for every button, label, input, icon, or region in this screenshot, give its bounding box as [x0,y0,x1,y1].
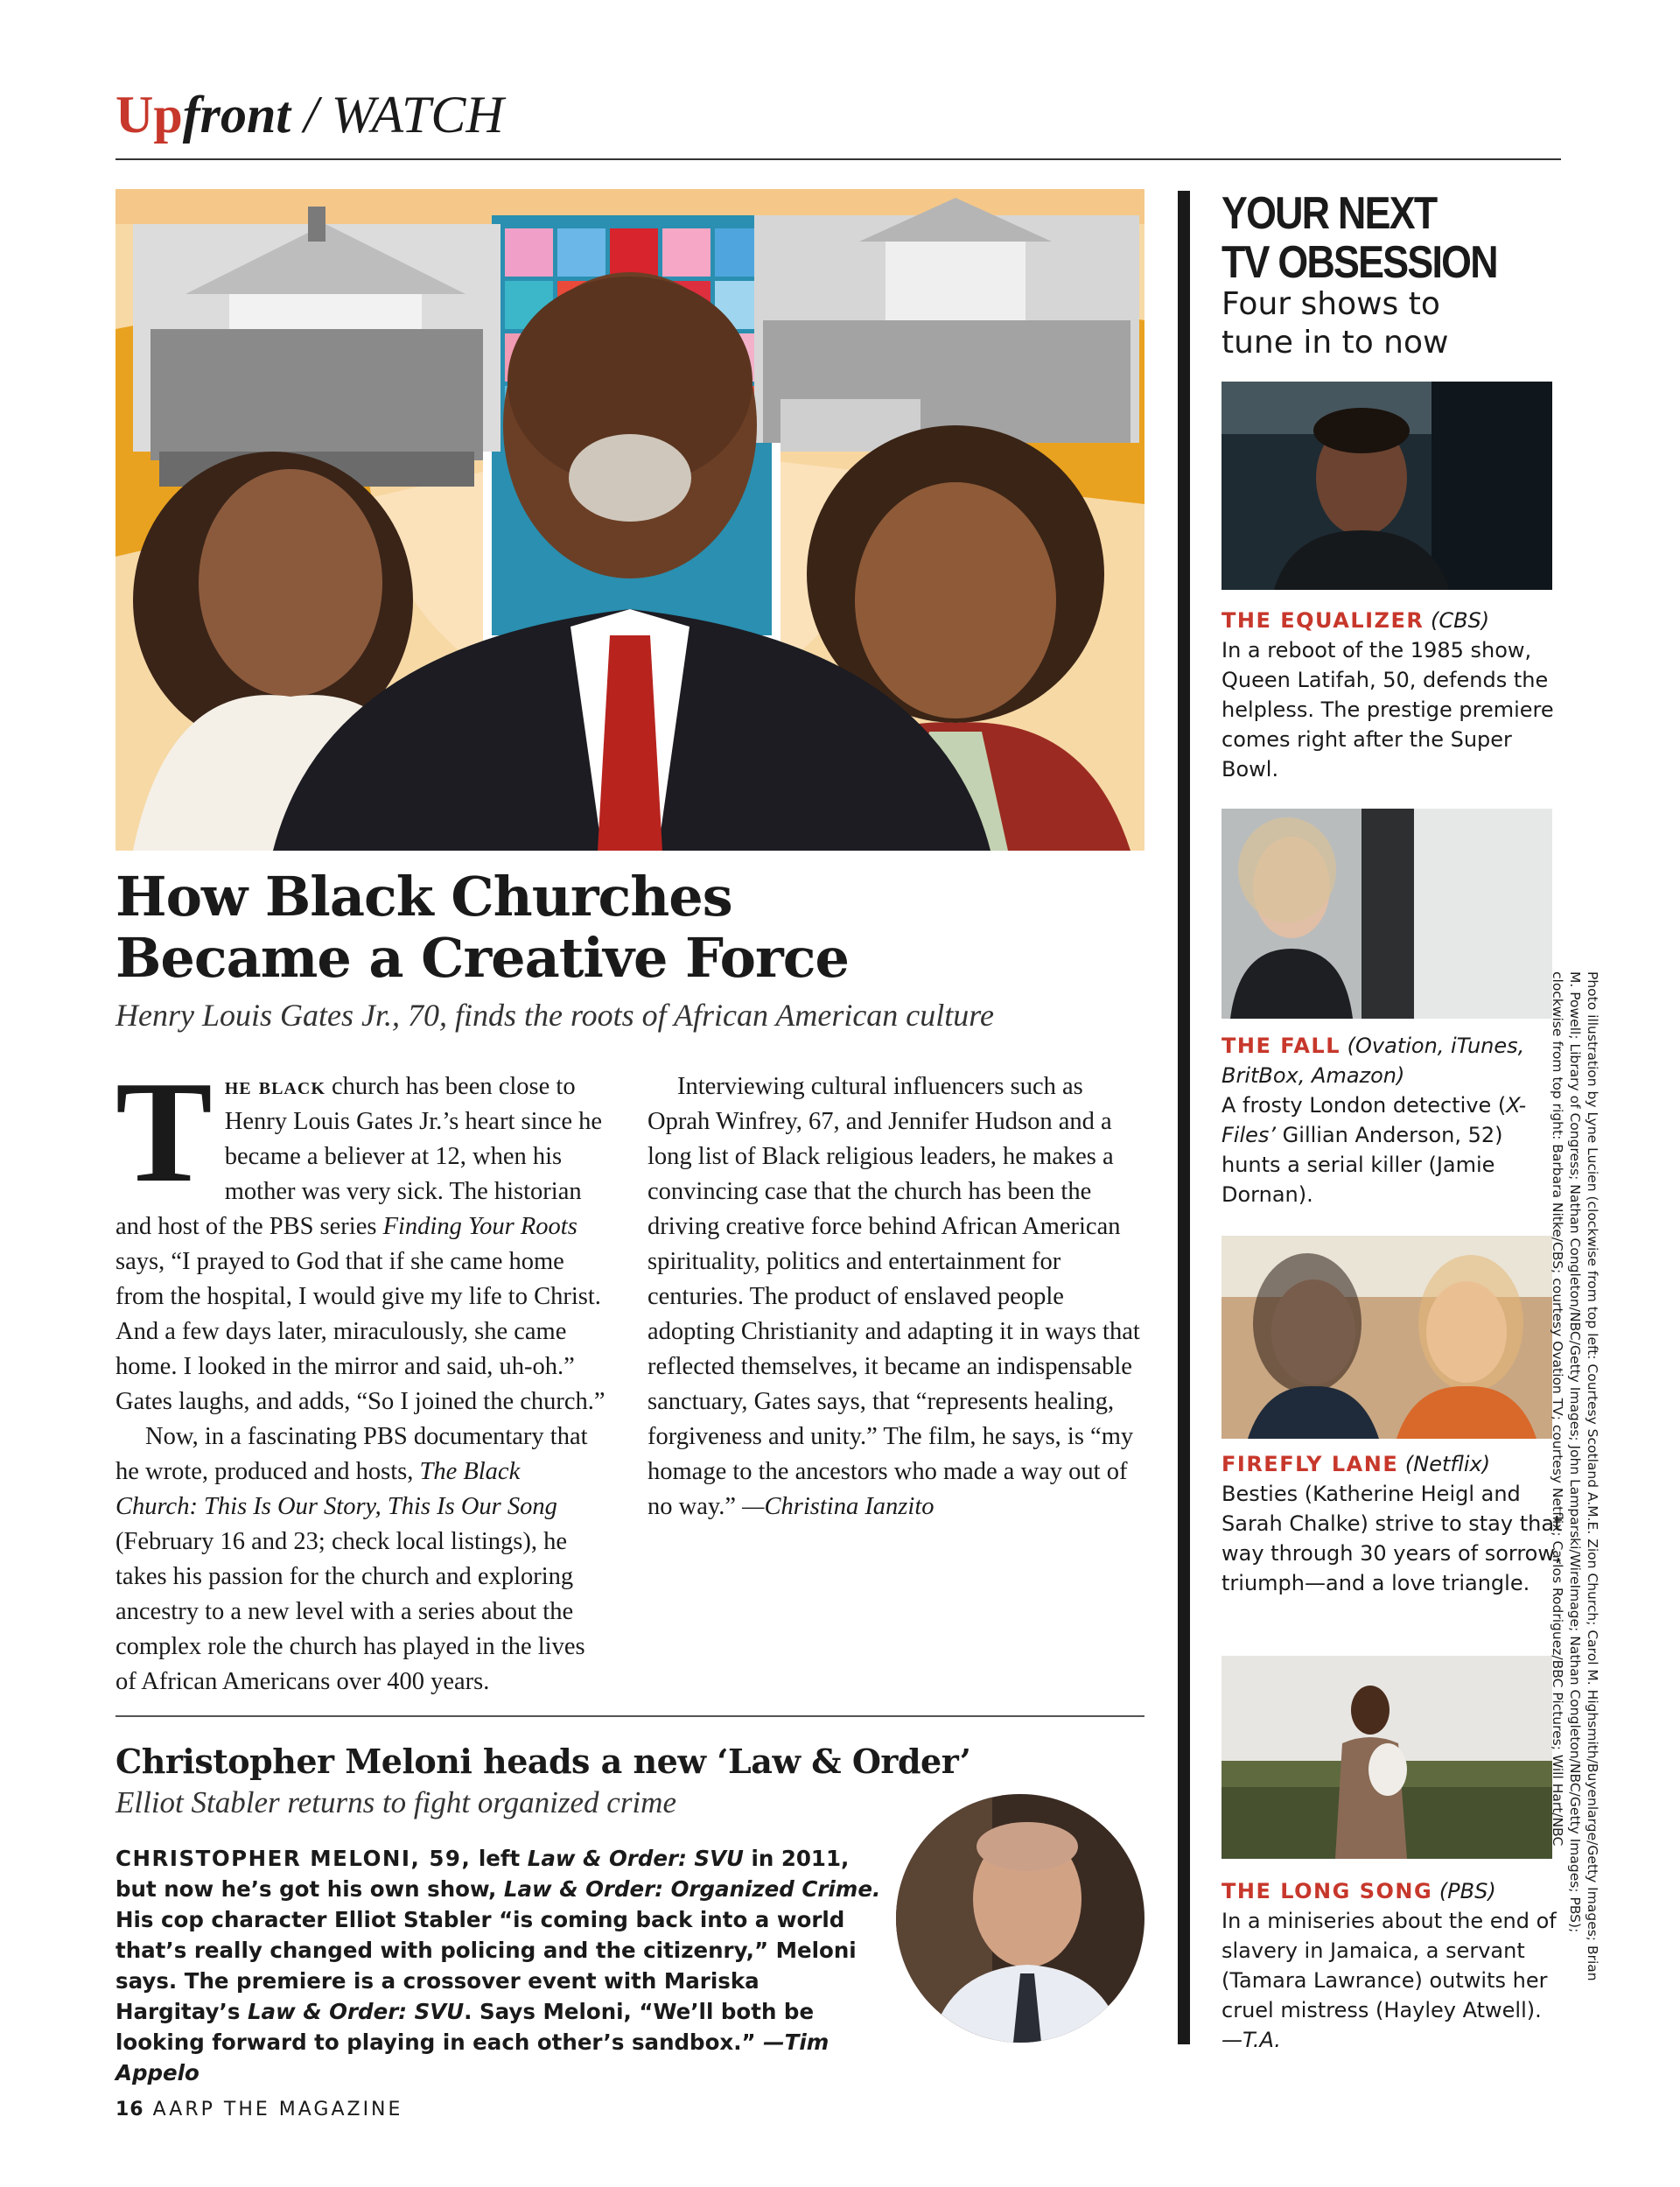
show-description: In a reboot of the 1985 show, Queen Latifah, 50, defends the helpless. The prestige premiere comes right after the Super Bowl. [1222,638,1554,782]
show-item-equalizer [1222,606,1563,784]
page-footer [116,2099,402,2120]
church-photo-right [754,198,1139,452]
film-title: The Black Church: This Is Our Story, This Is Our Song [116,1458,557,1520]
photo-credits: Photo illustration by Lyne Lucien (clockwise from top left: Courtesy Scotland A.M.E. Zion Church; Carol M. Highsmith/Buyenlarge/Getty Images; Brian M. Powell; Library of Congress; Nathan Congleton/NBC/Getty Images; John Lamparski/WireImage; Nathan Congleton/NBC/Getty Images; PBS); clockwise from top right: Barbara Nitke/CBS; courtesy Ovation TV; courtesy Netflix; Carlos Rodriguez/BBC Pictures; Will Hart/NBC [1550,971,1600,1981]
sidebar-subtitle [1222,285,1563,362]
show-title: THE LONG SONG [1222,1879,1433,1903]
show-title: Law & Order: SVU [527,1846,744,1871]
meloni-headline: Christopher Meloni heads a new ‘Law & Order’ [116,1742,971,1781]
article-byline: —Christina Ianzito [742,1493,934,1520]
paragraph-text: says, “I prayed to God that if she came home from the hospital, I would give my life to Christ. And a few days later, miraculously, she came home. I looked in the mirror and said, uh-oh.” Gates laughs, and adds, “So I joined the church.” [116,1248,606,1415]
the-fall-image [1222,809,1552,1019]
headline-line-2: Became a Creative Force [116,926,849,990]
show-byline: —T.A. [1222,2028,1281,2052]
brand-up: Up [116,86,183,144]
section-header [116,84,504,145]
header-rule [116,158,1561,160]
show-network: (CBS) [1430,608,1490,633]
meloni-portrait [896,1794,1144,2043]
page-number: 16 [116,2099,144,2120]
meloni-text: His cop character Elliot Stabler “is coming back into a world that’s really changed with policing and the citizenry,” Meloni says. The premiere is a crossover event with Mariska Hargitay’s [116,1907,857,2024]
paragraph-text: church has been close to Henry Louis Gates Jr.’s heart since he became a believer at 12, when his mother was very sick. The historian and host of the PBS series [116,1073,603,1240]
firefly-lane-image [1222,1236,1552,1439]
collage-image [116,189,1144,851]
show-description: Besties (Katherine Heigl and Sarah Chalke) strive to stay that way through 30 years of sorrow, triumph—and a love triangle. [1222,1482,1563,1595]
show-title: THE FALL [1222,1034,1341,1058]
show-title: Law & Order: SVU [247,1999,465,2024]
show-title: Law & Order: Organized Crime. [503,1876,881,1902]
article-headline [116,866,1144,989]
paragraph-text: Now, in a fascinating PBS documentary that he wrote, produced and hosts, [116,1423,588,1485]
equalizer-image [1222,382,1552,590]
drop-cap: T [116,1051,213,1212]
show-description: In a miniseries about the end of slavery in Jamaica, a servant (Tamara Lawrance) outwits her cruel mistress (Hayley Atwell). [1222,1909,1557,2022]
the-long-song-image [1222,1656,1552,1859]
church-photo-left [133,207,500,487]
headline-line-1: How Black Churches [116,865,732,929]
meloni-body [116,1843,886,2088]
show-description: Gillian Anderson, 52) hunts a serial killer (Jamie Dornan). [1222,1123,1503,1207]
brand-front: front [182,86,291,144]
meloni-byline: —Tim Appelo [116,2029,830,2085]
show-description: A frosty London detective ( [1222,1093,1507,1118]
header-separator: / [290,86,332,144]
show-photo-equalizer [1222,382,1552,590]
show-photo-the-fall [1222,809,1552,1019]
show-title-finding-your-roots: Finding Your Roots [382,1213,578,1240]
show-description-italic: X-Files’ [1222,1093,1527,1147]
show-title: THE EQUALIZER [1222,608,1424,633]
sidebar-title-line-2: TV OBSESSION [1222,237,1497,288]
sidebar-title-line-1: YOUR NEXT [1222,188,1437,239]
meloni-text: in 2011, but now he’s got his own show, [116,1846,850,1902]
paragraph-text: Interviewing cultural influencers such as Oprah Winfrey, 67, and Jennifer Hudson and a long list of Black religious leaders, he makes a convincing case that the church has been the driving creative force behind African American spirituality, politics and entertainment for centuries. The product of enslaved people adopting Christianity and adapting it in ways that reflected themselves, it became an indispensable sanctuary, Gates says, that “represents healing, forgiveness and unity.” The film, he says, is “my homage to the ancestors who made a way out of no way.” [648,1073,1140,1520]
meloni-lead: CHRISTOPHER MELONI, 59, [116,1846,472,1871]
sidebar-title [1222,189,1522,287]
article-dek: Henry Louis Gates Jr., 70, finds the roots of African American culture [116,998,994,1033]
sidebar-subtitle-line-2: tune in to now [1222,325,1449,361]
show-photo-the-long-song [1222,1656,1552,1859]
show-photo-firefly-lane [1222,1236,1552,1439]
article-paragraph-1 [116,1051,606,1419]
lead-in: he black [224,1073,326,1100]
meloni-dek: Elliot Stabler returns to fight organized crime [116,1785,676,1819]
sidebar-subtitle-line-1: Four shows to [1222,286,1440,322]
show-title: FIREFLY LANE [1222,1452,1399,1476]
article-paragraph-3 [648,1069,1144,1525]
show-network: (Ovation, iTunes, BritBox, Amazon) [1222,1034,1525,1088]
article-column-2 [648,1069,1144,1525]
meloni-text: . Says Meloni, “We’ll both be looking forward to playing in each other’s sandbox.” [116,1999,815,2055]
article-paragraph-2 [116,1419,606,1700]
section-divider [116,1715,1144,1717]
section-name: WATCH [331,86,504,144]
sidebar-rule [1178,191,1190,2044]
paragraph-text: (February 16 and 23; check local listings), he takes his passion for the church and exploring ancestry to a new level with a series about the complex role the church has played in the lives of African Americans over 400 years. [116,1528,585,1695]
article-column-1 [116,1051,606,1700]
portrait-image [896,1794,1144,2043]
show-network: (PBS) [1438,1879,1496,1903]
show-network: (Netflix) [1404,1452,1491,1476]
show-item-firefly-lane [1222,1449,1563,1598]
show-item-the-long-song [1222,1876,1563,2055]
meloni-text: left [471,1846,528,1871]
hero-photo-illustration [116,189,1144,851]
show-item-the-fall [1222,1031,1563,1209]
magazine-name: AARP THE MAGAZINE [152,2099,403,2120]
